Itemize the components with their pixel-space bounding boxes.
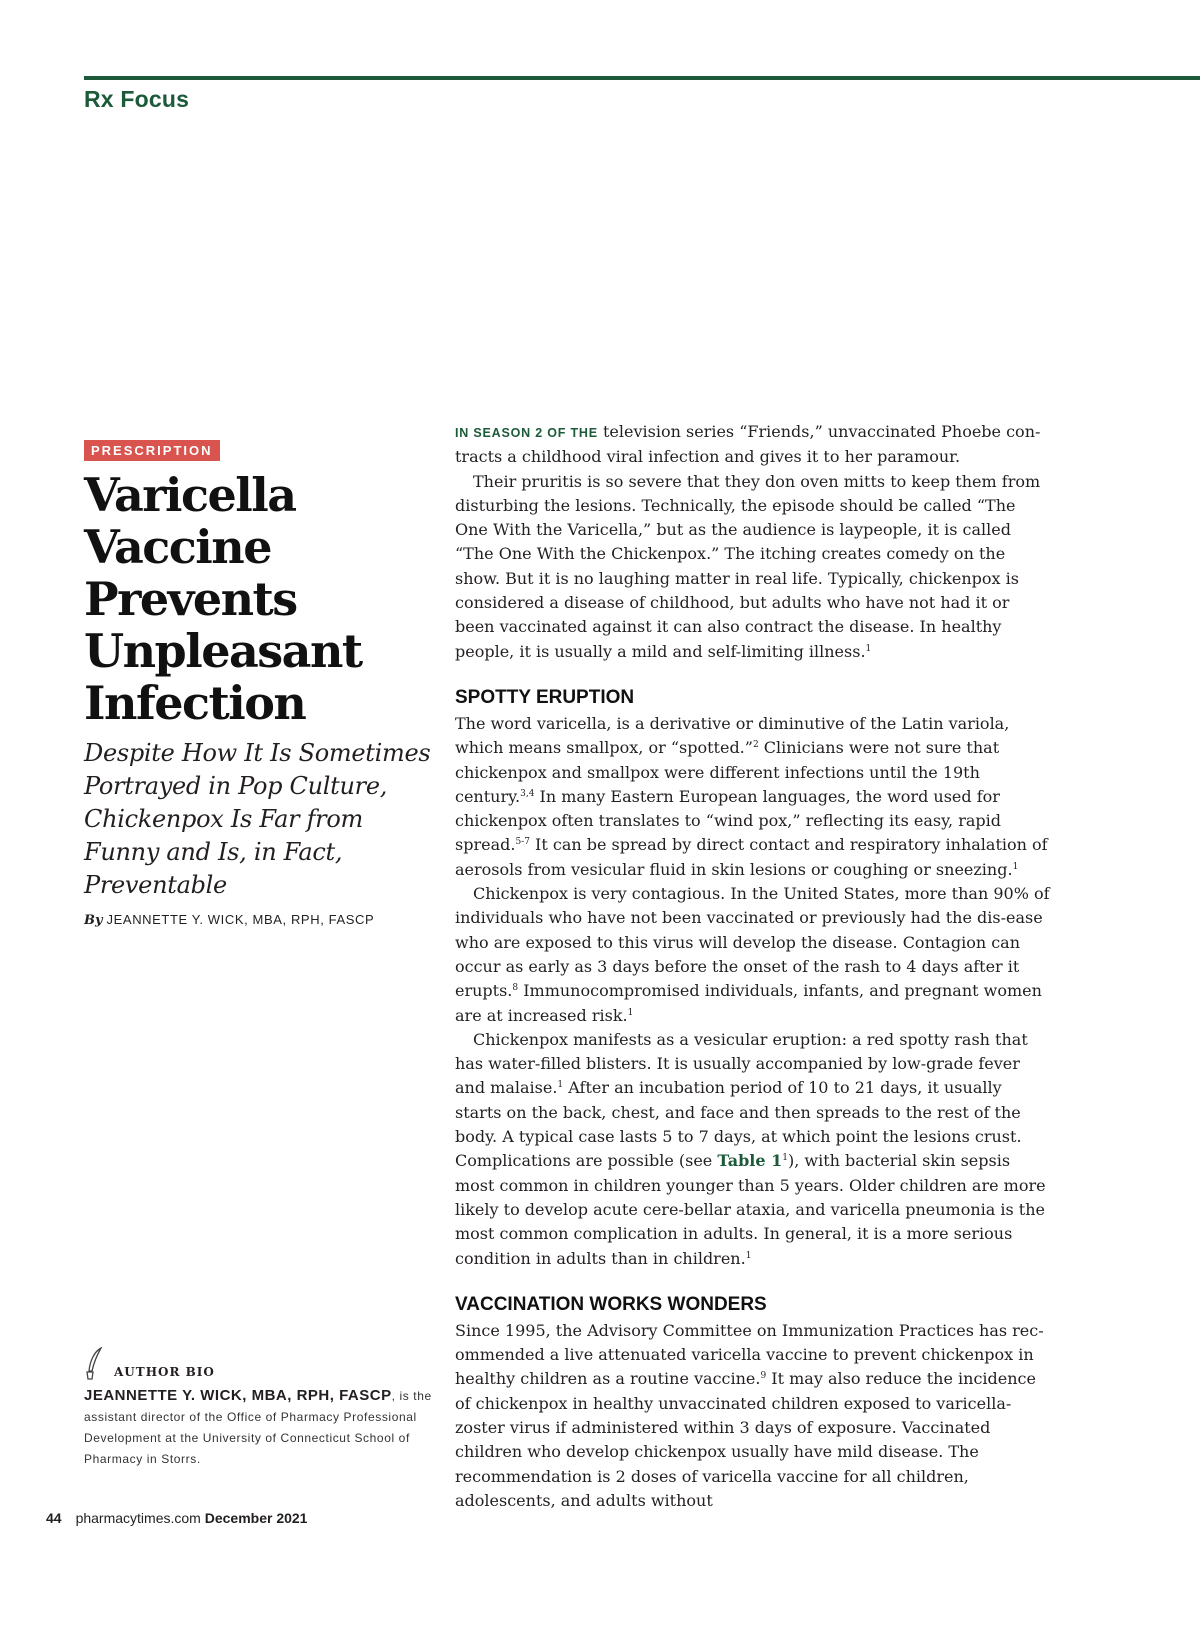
byline — [84, 912, 439, 928]
byline-author: JEANNETTE Y. WICK, MBA, RPH, FASCP — [106, 912, 375, 927]
paragraph: IN SEASON 2 OF THE television series “Friends,” unvaccinated Phoebe con-tracts a childhood viral infection and gives it to her paramour. — [455, 422, 1041, 467]
page-footer — [46, 1510, 307, 1526]
citation: 8 — [512, 983, 519, 994]
paragraph: Chickenpox is very contagious. In the United States, more than 90% of individuals who have not been vaccinated or previously had the dis-ease who are exposed to this virus will develop the disease. Contagion can occur as early as 3 days before the onset of the rash to 4 days after it erupts.$^8$ Immunocompromised individuals, infants, and pregnant women are at increased risk.$^1$ — [455, 884, 1050, 1025]
footer-site: pharmacytimes.com — [75, 1510, 201, 1526]
paragraph: Chickenpox manifests as a vesicular eruption: a red spotty rash that has water-filled blisters. It is usually accompanied by low-grade fever and malaise.$^1$ After an incubation period of 10 to 21 days, it usually starts on the back, chest, and face and then spreads to the rest of the body. A typical case lasts 5 to 7 days, at which point the lesions crust. Complications are possible (see Table $1^1$), with bacterial skin sepsis most common in children younger than 5 years. Older children are more likely to develop acute cere-bellar ataxia, and varicella pneumonia is the most common complication in adults. In general, it is a more serious condition in adults than in children.$^1$ — [455, 1029, 1046, 1268]
author-bio-label: AUTHOR BIO — [114, 1365, 215, 1379]
table-reference-link[interactable]: Table 1 — [717, 1151, 783, 1171]
citation: 1 — [782, 1153, 788, 1164]
author-bio — [84, 1347, 439, 1470]
article-deck: Despite How It Is Sometimes Portrayed in Pop Culture, Chickenpox Is Far from Funny and Is, in Fact, Preventable — [84, 739, 431, 899]
lead-in: IN SEASON 2 OF THE — [455, 426, 598, 440]
author-bio-text — [84, 1385, 439, 1470]
page-number: 44 — [46, 1510, 62, 1526]
title-block — [84, 440, 439, 928]
paragraph: Since 1995, the Advisory Committee on Immunization Practices has rec-ommended a live attenuated varicella vaccine to prevent chickenpox in healthy children as a routine vaccine.$^9$ It may also reduce the incidence of chickenpox in healthy unvaccinated children exposed to varicella-zoster virus if administered within 3 days of exposure. Vaccinated children who develop chickenpox usually have mild disease. The recommendation is 2 doses of varicella vaccine for all children, adolescents, and adults without — [455, 1320, 1044, 1510]
citation: 1 — [627, 1007, 634, 1018]
citation: 5-7 — [515, 837, 530, 848]
citation: 1 — [865, 643, 872, 654]
citation: 9 — [760, 1371, 767, 1382]
article-body — [455, 420, 1050, 1513]
paragraph: The word varicella, is a derivative or diminutive of the Latin variola, which means smallpox, or “spotted.”$^2$ Clinicians were not sure that chickenpox and smallpox were different infections until the 19th century.$^{3,4}$ In many Eastern European languages, the word used for chickenpox often translates to “wind pox,” reflecting its easy, rapid spread.$^{5-7}$ It can be spread by direct contact and respiratory inhalation of aerosols from vesicular fluid in skin lesions or coughing or sneezing.$^1$ — [455, 713, 1048, 879]
section-heading: SPOTTY ERUPTION — [455, 686, 635, 708]
quill-pen-icon — [84, 1347, 106, 1381]
author-bio-header — [84, 1347, 439, 1381]
article-headline: Varicella Vaccine Prevents Unpleasant Infection — [84, 468, 362, 730]
citation: 3,4 — [520, 788, 535, 799]
author-bio-description: , is the assistant director of the Office of Pharmacy Professional Development at the University of Connecticut School of Pharmacy in Storrs. — [84, 1389, 432, 1466]
citation: 1 — [745, 1250, 752, 1261]
author-bio-name: JEANNETTE Y. WICK, MBA, RPH, FASCP — [84, 1387, 392, 1404]
citation: 2 — [752, 740, 759, 751]
paragraph: Their pruritis is so severe that they don oven mitts to keep them from disturbing the lesions. Technically, the episode should be called “The One With the Varicella,” but as the audience is laypeople, it is called “The One With the Chickenpox.” The itching creates comedy on the show. But it is no laughing matter in real life. Typically, chickenpox is considered a disease of childhood, but adults who have not had it or been vaccinated against it can also contract the disease. In healthy people, it is usually a mild and self-limiting illness.$^1$ — [455, 471, 1041, 661]
header-rule — [84, 76, 1200, 80]
category-badge: PRESCRIPTION — [84, 440, 220, 461]
section-heading: VACCINATION WORKS WONDERS — [455, 1293, 767, 1315]
byline-prefix: By — [84, 913, 103, 928]
section-title: Rx Focus — [84, 86, 190, 112]
footer-date: December 2021 — [204, 1510, 308, 1526]
citation: 1 — [1012, 861, 1019, 872]
citation: 1 — [557, 1080, 564, 1091]
